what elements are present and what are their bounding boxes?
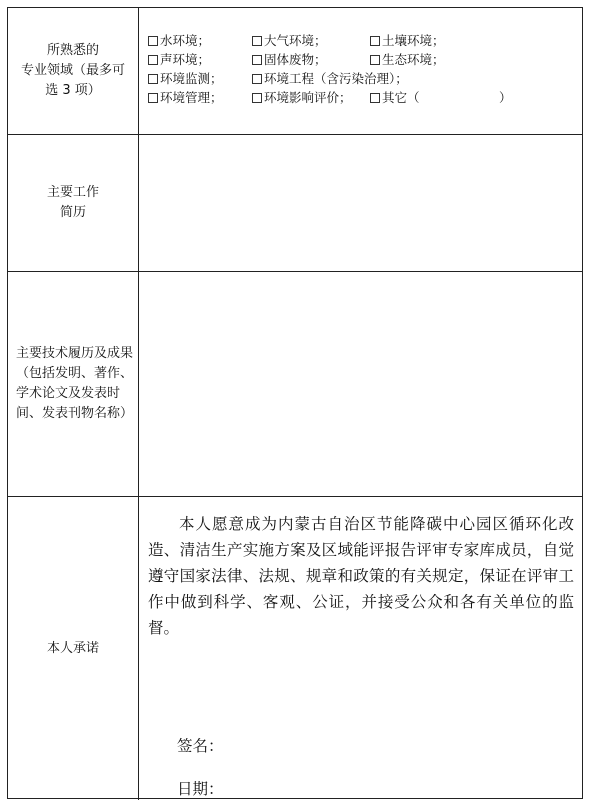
option-engineering[interactable]: 环境工程（含污染治理）； — [252, 69, 408, 88]
checkbox-icon[interactable] — [148, 36, 158, 46]
option-monitoring[interactable]: 环境监测； — [148, 69, 223, 88]
option-management[interactable]: 环境管理； — [148, 88, 223, 107]
date-label[interactable]: 日期： — [177, 780, 224, 798]
pledge-label: 本人承诺 — [46, 640, 99, 656]
option-air[interactable]: 大气环境； — [252, 31, 327, 50]
label-cell — [8, 497, 139, 800]
checkbox-icon[interactable] — [148, 93, 158, 103]
fields-label: 所熟悉的 专业领域（最多可 选 3 项） — [20, 43, 125, 98]
row-professional-fields — [8, 8, 582, 135]
option-other[interactable]: 其它（ ） — [370, 88, 511, 107]
label-cell — [8, 272, 139, 496]
label-cell — [8, 135, 139, 271]
option-water[interactable]: 水环境； — [148, 31, 210, 50]
checkbox-icon[interactable] — [252, 55, 262, 65]
checkbox-icon[interactable] — [252, 36, 262, 46]
signature-label[interactable]: 签名： — [177, 737, 224, 755]
label-cell — [8, 8, 139, 134]
achievements-label: 主要技术履历及成果（包括发明、著作、学术论文及发表时间、发表刊物名称） — [16, 346, 134, 421]
checkbox-icon[interactable] — [148, 55, 158, 65]
checkbox-icon[interactable] — [370, 93, 380, 103]
row-work-history — [8, 135, 582, 272]
pledge-text: 本人愿意成为内蒙古自治区节能降碳中心园区循环化改造、清洁生产实施方案及区域能评报告评审专家库成员，自觉遵守国家法律、法规、规章和政策的有关规定，保证在评审工作中做到科学、客观、公证，并接受公众和各有关单位的监督。 — [148, 515, 574, 637]
form-table — [7, 7, 583, 799]
option-soil[interactable]: 土壤环境； — [370, 31, 445, 50]
option-noise[interactable]: 声环境； — [148, 50, 210, 69]
work-history-input[interactable] — [139, 135, 582, 271]
checkbox-icon[interactable] — [148, 74, 158, 84]
checkbox-icon[interactable] — [370, 55, 380, 65]
row-achievements — [8, 272, 582, 497]
row-pledge — [8, 497, 582, 800]
achievements-input[interactable] — [139, 272, 582, 496]
option-eia[interactable]: 环境影响评价； — [252, 88, 352, 107]
work-history-label: 主要工作 简历 — [46, 185, 99, 220]
checkbox-icon[interactable] — [370, 36, 380, 46]
option-solid-waste[interactable]: 固体废物； — [252, 50, 327, 69]
fields-options-cell — [139, 8, 582, 134]
checkbox-icon[interactable] — [252, 93, 262, 103]
checkbox-icon[interactable] — [252, 74, 262, 84]
pledge-cell — [139, 497, 582, 800]
option-ecology[interactable]: 生态环境； — [370, 50, 445, 69]
